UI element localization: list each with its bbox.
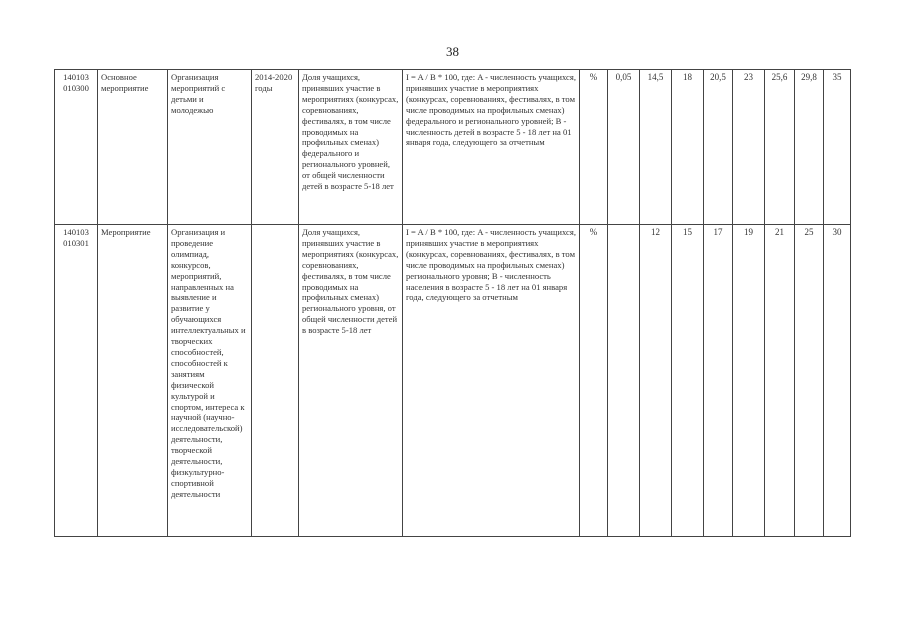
row-value: 14,5 xyxy=(640,70,672,225)
table-row xyxy=(55,70,851,225)
row-period: 2014-2020 годы xyxy=(252,70,299,225)
row-unit: % xyxy=(580,70,608,225)
row-value: 25 xyxy=(795,225,824,537)
row-value: 0,05 xyxy=(608,70,640,225)
page-number: 38 xyxy=(446,44,459,59)
row-indicator: Доля учащихся, принявших участие в мероприятиях (конкурсах, соревнованиях, фестивалях, в том числе проводимых на профильных сменах) федерального и регионального уровней, от общей численности детей в возрасте 5-18 лет xyxy=(299,70,403,225)
row-value: 12 xyxy=(640,225,672,537)
row-period xyxy=(252,225,299,537)
row-value: 17 xyxy=(704,225,733,537)
row-value: 21 xyxy=(765,225,795,537)
row-formula: I = A / B * 100, где: A - численность учащихся, принявших участие в мероприятиях (конкурсах, соревнованиях, фестивалях, в том числе проводимых на профильных сменах) федерального и регионального уровней; B - численность детей в возрасте 5 - 18 лет на 01 января года, следующего за отчетным xyxy=(403,70,580,225)
row-value: 29,8 xyxy=(795,70,824,225)
row-value: 30 xyxy=(824,225,851,537)
row-value: 19 xyxy=(733,225,765,537)
row-code: 140103 010301 xyxy=(55,225,98,537)
row-unit: % xyxy=(580,225,608,537)
row-name: Организация мероприятий с детьми и молодежью xyxy=(168,70,252,225)
row-value: 23 xyxy=(733,70,765,225)
row-value: 20,5 xyxy=(704,70,733,225)
row-value: 35 xyxy=(824,70,851,225)
program-table xyxy=(54,69,851,537)
row-value xyxy=(608,225,640,537)
row-name: Организация и проведение олимпиад, конкурсов, мероприятий, направленных на выявление и развитие у обучающихся интеллектуальных и творческих способностей, способностей к занятиям физической культурой и спортом, интереса к научной (научно-исследовательской) деятельности, творческой деятельности, физкультурно-спортивной деятельности xyxy=(168,225,252,537)
row-code: 140103 010300 xyxy=(55,70,98,225)
row-value: 18 xyxy=(672,70,704,225)
row-type: Мероприятие xyxy=(98,225,168,537)
table-row xyxy=(55,225,851,537)
row-value: 15 xyxy=(672,225,704,537)
row-indicator: Доля учащихся, принявших участие в мероприятиях (конкурсах, соревнованиях, фестивалях, в том числе проводимых на профильных сменах) регионального уровня, от общей численности детей в возрасте 5-18 лет xyxy=(299,225,403,537)
row-formula: I = A / B * 100, где: A - численность учащихся, принявших участие в мероприятиях (конкурсах, соревнованиях, фестивалях, в том числе проводимых на профильных сменах) регионального уровня; B - численность населения в возрасте 5 - 18 лет на 01 января года, следующего за отчетным xyxy=(403,225,580,537)
row-value: 25,6 xyxy=(765,70,795,225)
row-type: Основное мероприятие xyxy=(98,70,168,225)
